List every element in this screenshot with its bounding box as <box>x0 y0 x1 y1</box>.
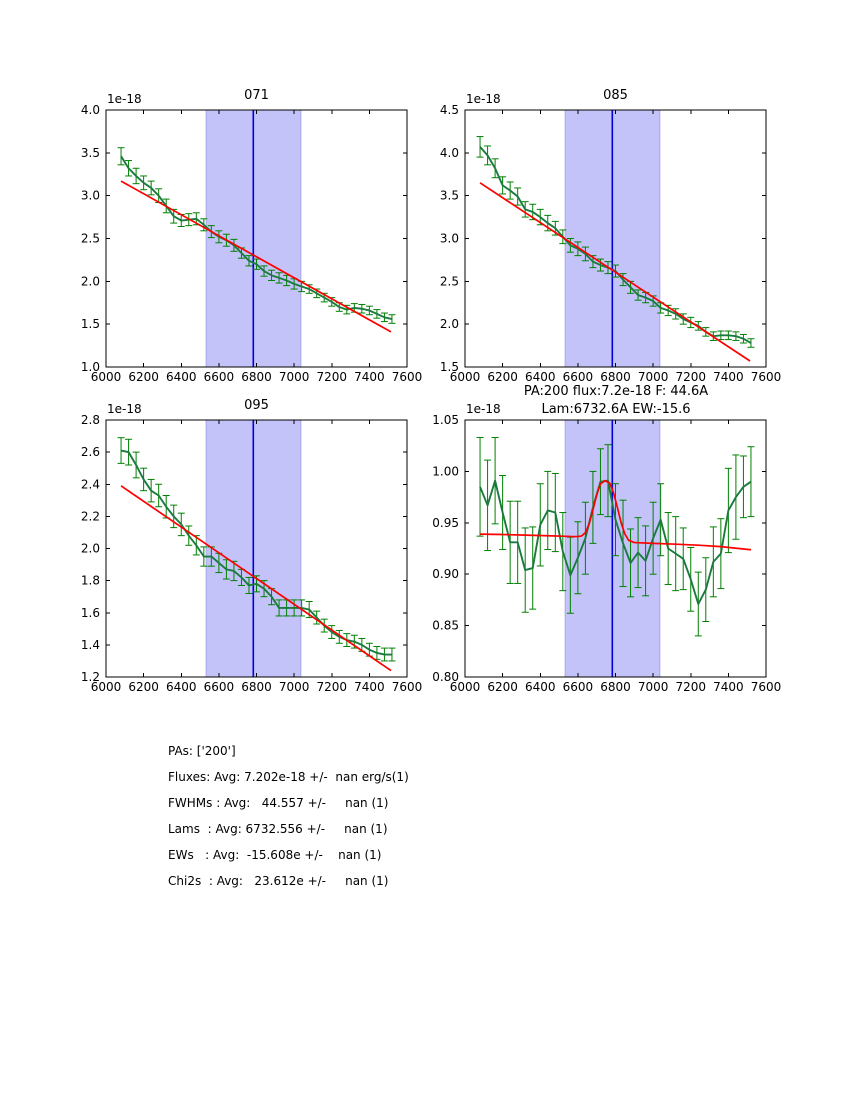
svg-text:7000: 7000 <box>278 680 310 694</box>
svg-text:1.00: 1.00 <box>432 464 459 479</box>
svg-text:2.5: 2.5 <box>80 231 100 246</box>
svg-text:7600: 7600 <box>391 370 423 384</box>
svg-text:6800: 6800 <box>600 680 631 694</box>
svg-text:7400: 7400 <box>354 370 385 384</box>
svg-text:1.0: 1.0 <box>80 360 100 374</box>
svg-text:7200: 7200 <box>675 370 707 384</box>
svg-text:3.5: 3.5 <box>439 188 459 203</box>
subplot-ratio-title-line2: Lam:6732.6A EW:-15.6 <box>541 402 691 417</box>
svg-text:7400: 7400 <box>713 680 744 694</box>
svg-text:7600: 7600 <box>750 370 782 384</box>
stats-line-pas: PAs: ['200'] <box>168 744 236 758</box>
svg-text:2.6: 2.6 <box>80 445 100 460</box>
svg-text:0.80: 0.80 <box>432 670 459 684</box>
svg-text:1e-18: 1e-18 <box>107 92 142 106</box>
svg-text:6800: 6800 <box>241 680 272 694</box>
svg-text:0.90: 0.90 <box>432 567 459 582</box>
svg-text:3.0: 3.0 <box>80 188 100 203</box>
stats-line-fwhms: FWHMs : Avg: 44.557 +/- nan (1) <box>168 796 389 810</box>
svg-text:1.4: 1.4 <box>80 637 100 652</box>
subplot-ratio-plot-area <box>405 395 835 725</box>
svg-text:7600: 7600 <box>750 680 782 694</box>
svg-text:2.0: 2.0 <box>80 541 100 556</box>
subplot-ratio-title-line1: PA:200 flux:7.2e-18 F: 44.6A <box>523 384 709 399</box>
svg-text:6600: 6600 <box>562 680 594 694</box>
svg-text:6000: 6000 <box>90 680 122 694</box>
svg-text:1e-18: 1e-18 <box>466 92 501 106</box>
svg-text:2.0: 2.0 <box>439 317 459 332</box>
svg-text:2.4: 2.4 <box>80 477 100 492</box>
svg-text:2.2: 2.2 <box>80 509 100 524</box>
svg-text:0.95: 0.95 <box>432 515 459 530</box>
svg-text:6200: 6200 <box>487 680 518 694</box>
subplot-071-title: 071 <box>244 88 269 103</box>
svg-text:1.6: 1.6 <box>80 605 100 620</box>
svg-text:4.0: 4.0 <box>439 145 459 160</box>
svg-text:6000: 6000 <box>449 370 481 384</box>
svg-text:6400: 6400 <box>524 680 556 694</box>
svg-text:7200: 7200 <box>316 680 348 694</box>
svg-text:6000: 6000 <box>90 370 122 384</box>
svg-text:4.0: 4.0 <box>80 103 100 117</box>
svg-text:1e-18: 1e-18 <box>107 402 142 416</box>
svg-text:6000: 6000 <box>449 680 481 694</box>
svg-text:6600: 6600 <box>203 680 235 694</box>
svg-text:2.8: 2.8 <box>80 413 100 427</box>
svg-text:1.5: 1.5 <box>80 317 100 332</box>
svg-text:6200: 6200 <box>128 370 159 384</box>
svg-text:7400: 7400 <box>354 680 385 694</box>
svg-text:6400: 6400 <box>165 680 197 694</box>
stats-line-fluxes: Fluxes: Avg: 7.202e-18 +/- nan erg/s(1) <box>168 770 409 784</box>
svg-text:7200: 7200 <box>316 370 348 384</box>
svg-text:1.5: 1.5 <box>439 360 459 374</box>
svg-text:6200: 6200 <box>128 680 159 694</box>
svg-text:6600: 6600 <box>562 370 594 384</box>
svg-text:6600: 6600 <box>203 370 235 384</box>
stats-line-lams: Lams : Avg: 6732.556 +/- nan (1) <box>168 822 388 836</box>
svg-text:2.5: 2.5 <box>439 274 459 289</box>
subplot-085-plot-area <box>405 85 835 415</box>
svg-text:7000: 7000 <box>637 680 669 694</box>
svg-text:6800: 6800 <box>241 370 272 384</box>
svg-text:7000: 7000 <box>637 370 669 384</box>
svg-text:6400: 6400 <box>165 370 197 384</box>
subplot-085-title: 085 <box>603 88 628 103</box>
subplot-085 <box>405 85 835 415</box>
subplot-095-title: 095 <box>244 398 269 413</box>
svg-text:6800: 6800 <box>600 370 631 384</box>
svg-text:4.5: 4.5 <box>439 103 459 117</box>
svg-text:1.8: 1.8 <box>80 573 100 588</box>
svg-text:7000: 7000 <box>278 370 310 384</box>
subplot-ratio <box>405 395 835 725</box>
svg-text:3.5: 3.5 <box>80 145 100 160</box>
svg-text:1.05: 1.05 <box>432 413 459 427</box>
svg-text:1.2: 1.2 <box>80 670 100 684</box>
svg-text:0.85: 0.85 <box>432 618 459 633</box>
stats-line-chi2s: Chi2s : Avg: 23.612e +/- nan (1) <box>168 874 389 888</box>
svg-text:7600: 7600 <box>391 680 423 694</box>
svg-text:6400: 6400 <box>524 370 556 384</box>
svg-text:7200: 7200 <box>675 680 707 694</box>
svg-text:6200: 6200 <box>487 370 518 384</box>
svg-text:2.0: 2.0 <box>80 274 100 289</box>
stats-line-ews: EWs : Avg: -15.608e +/- nan (1) <box>168 848 382 862</box>
svg-text:7400: 7400 <box>713 370 744 384</box>
svg-text:3.0: 3.0 <box>439 231 459 246</box>
svg-text:1e-18: 1e-18 <box>466 402 501 416</box>
